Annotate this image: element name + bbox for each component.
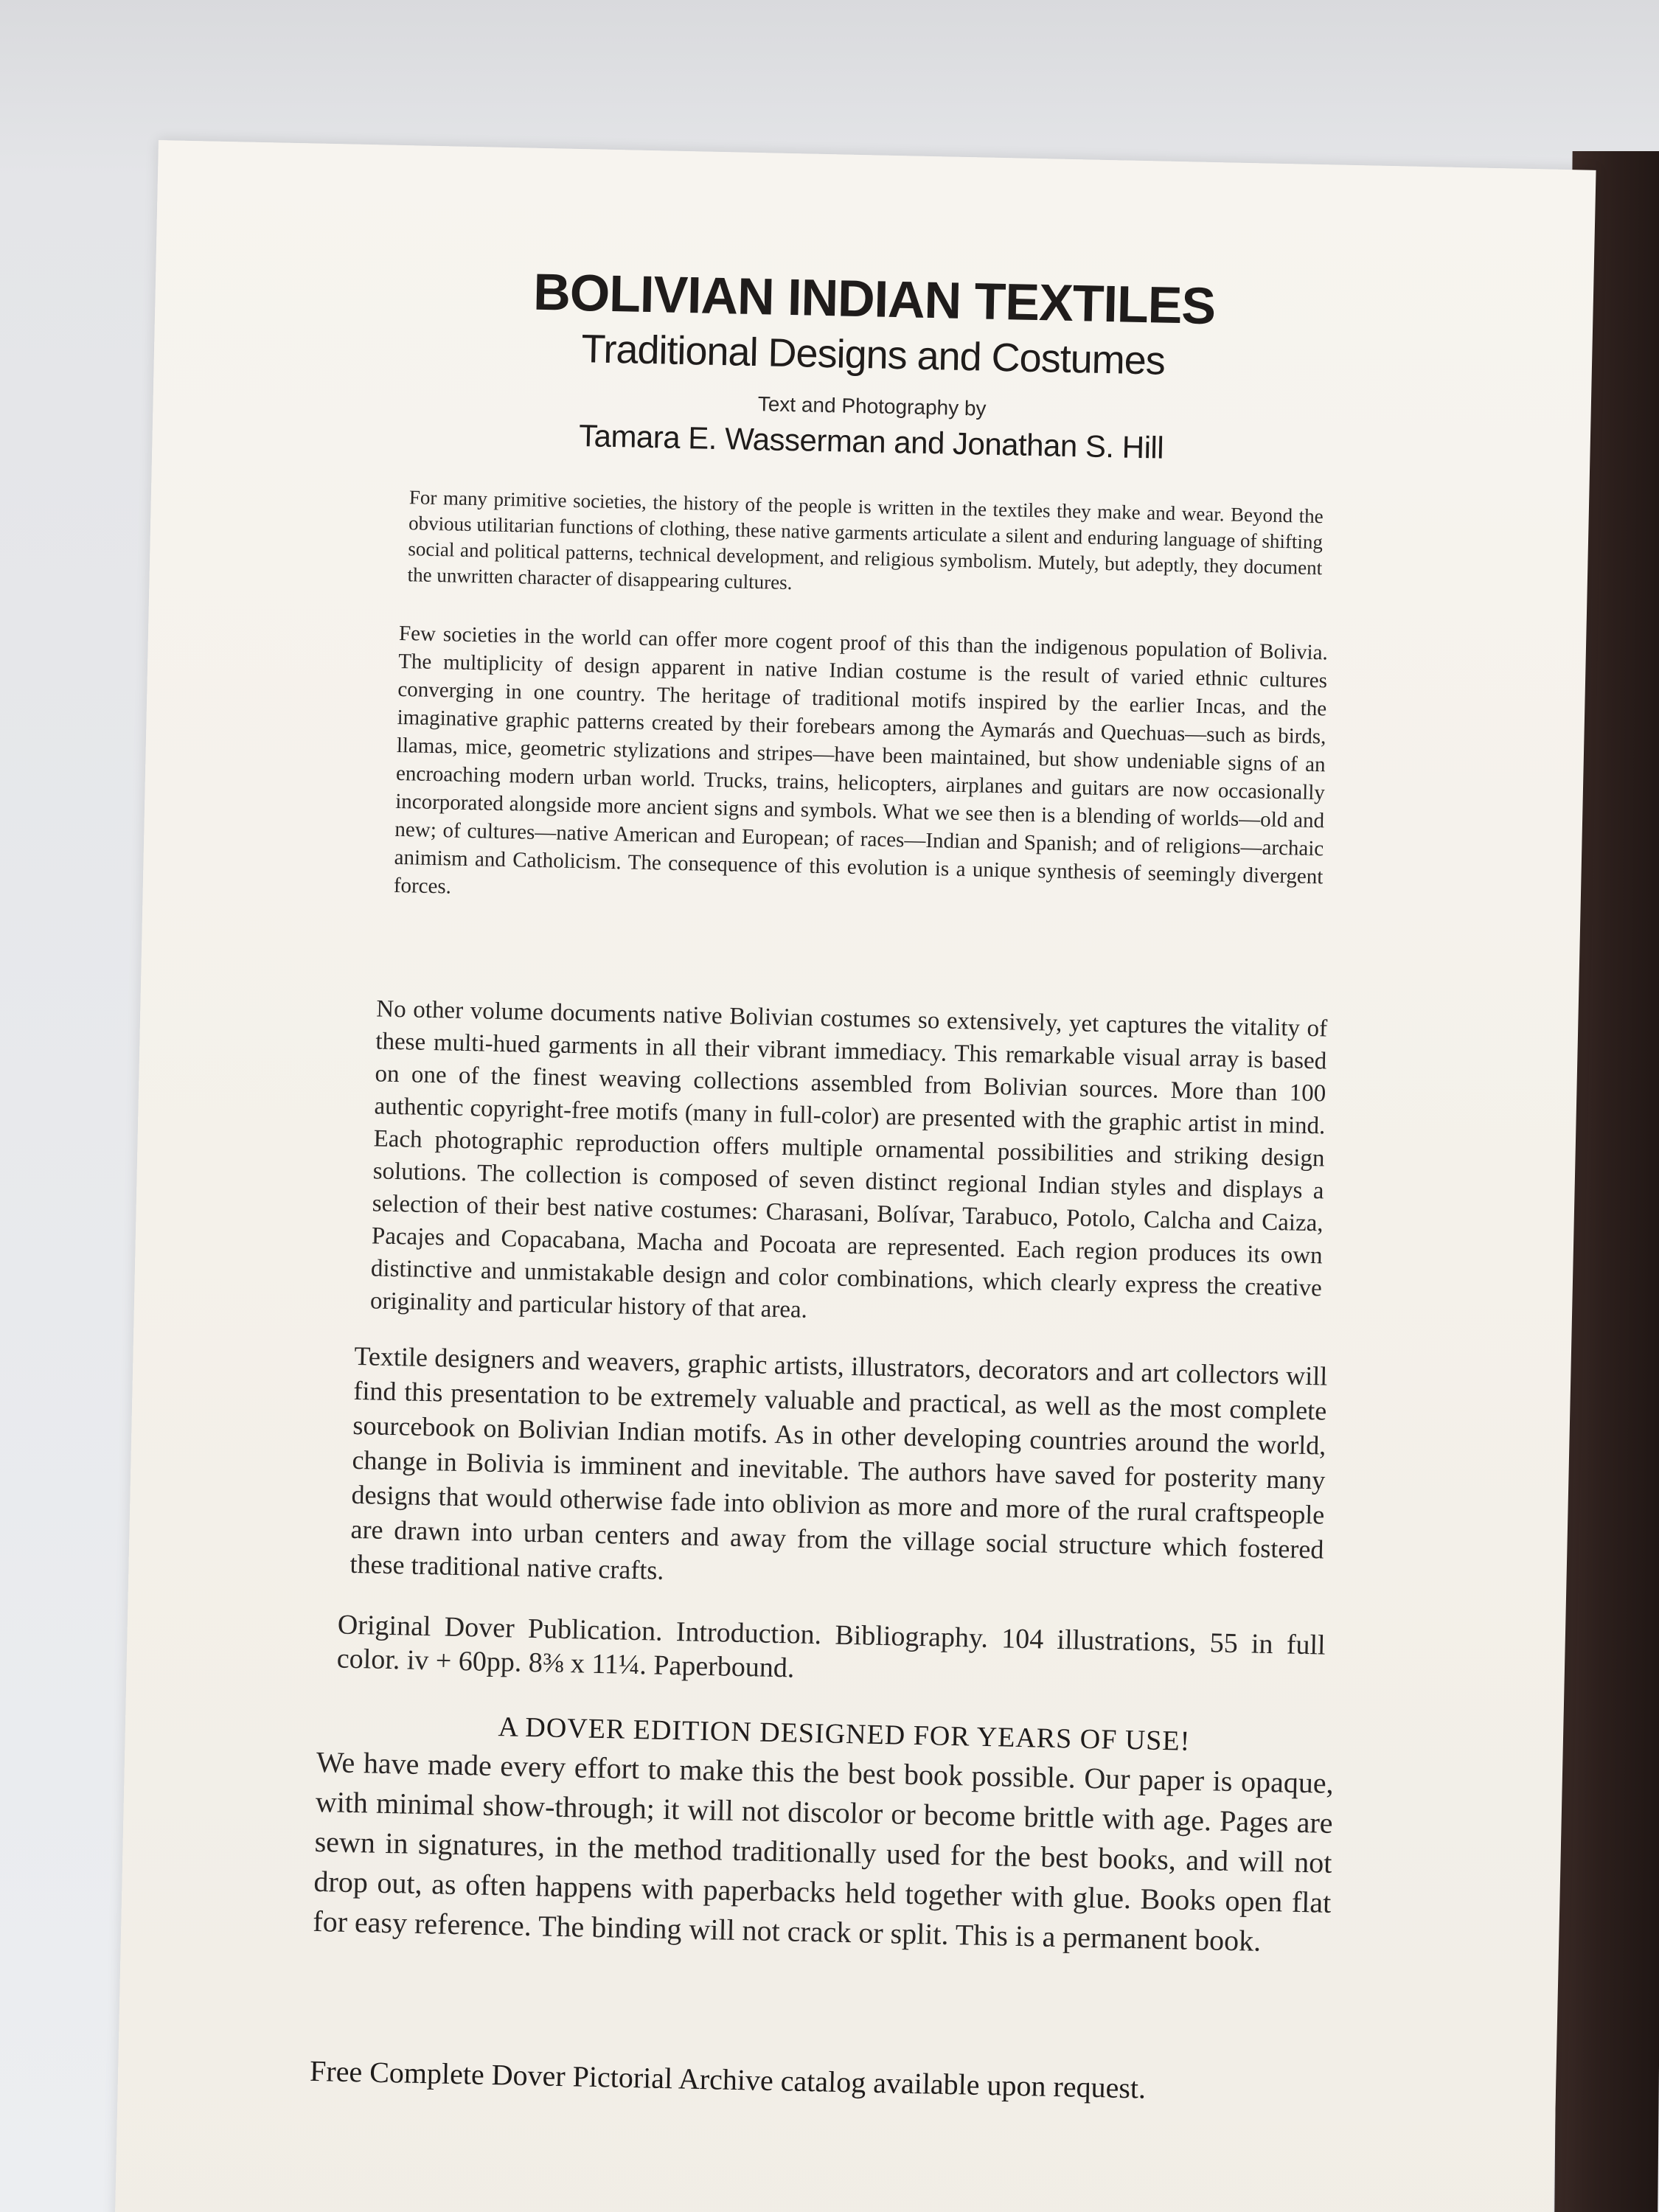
edition-heading: A DOVER EDITION DESIGNED FOR YEARS OF USE! bbox=[498, 1711, 1191, 1757]
paragraph-volume: No other volume documents native Bolivian costumes so extensively, yet captures the vitality of these multi-hued garments in all their vibrant immediacy. This remarkable visual array is based on one of the finest weaving collections assembled from Bolivian sources. More than 100 authentic copyright-free motifs (many in full-color) are presented with the graphic artist in mind. Each photographic reproduction offers multiple ornamental possibilities and striking design solutions. The collection is composed of seven distinct regional Indian styles and displays a selection of their best native costumes: Charasani, Bolívar, Tarabuco, Potolo, Calcha and Caiza, Pacajes and Copacabana, Macha and Pocoata are represented. Each region produces its own distinctive and unmistakable design and color combinations, which clearly express the creative originality and particular history of that area. bbox=[369, 995, 1328, 1324]
paragraph-bolivia: Few societies in the world can offer more cogent proof of this than the indigenous population of Bolivia. The multiplicity of design apparent in native Indian costume is the result of varied ethnic cultures converging in one country. The heritage of traditional motifs inspired by the earlier Incas, and the imaginative graphic patterns created by their forebears among the Aymarás and Quechuas—such as birds, llamas, mice, geometric stylizations and stripes—have been maintained, but show undeniable signs of an encroaching modern urban world. Trucks, trains, helicopters, airplanes and guitars are now occasionally incorporated alongside more ancient signs and symbols. What we see then is a blending of worlds—old and new; of cultures—native American and European; of races—Indian and Spanish; and of religions—archaic animism and Catholicism. The consequence of this evolution is a unique synthesis of seemingly divergent forces. bbox=[393, 621, 1329, 899]
authors: Tamara E. Wasserman and Jonathan S. Hill bbox=[578, 418, 1164, 465]
cover-text bbox=[159, 140, 1596, 2105]
edition-text: We have made every effort to make this the best book possible. Our paper is opaque, with minimal show-through; it will not discolor or become brittle with age. Pages are sewn in signatures, in the method traditionally used for the best books, and will not drop out, as often happens with paperbacks held together with glue. Books open flat for easy reference. The binding will not crack or split. This is a permanent book. bbox=[312, 1745, 1335, 1958]
paragraph-publication-details: Original Dover Publication. Introduction. Bibliography. 104 illustrations, 55 in full color. iv + 60pp. 8⅜ x 11¼. Paperbound. bbox=[336, 1609, 1326, 1684]
book-back-cover bbox=[114, 140, 1596, 2212]
book-subtitle: Traditional Designs and Costumes bbox=[580, 327, 1166, 383]
book-title: BOLIVIAN INDIAN TEXTILES bbox=[532, 262, 1216, 335]
paragraph-audience: Textile designers and weavers, graphic artists, illustrators, decorators and art collectors will find this presentation to be extremely valuable and practical, as well as the most complete sourcebook on Bolivian Indian motifs. As in other developing countries around the world, change in Bolivia is imminent and inevitable. The authors have saved for posterity many designs that would otherwise fade into oblivion as more and more of the rural craftspeople are drawn into urban centers and away from the village social structure which fostered these traditional native crafts. bbox=[349, 1340, 1328, 1585]
paragraph-intro: For many primitive societies, the history of the people is written in the textiles they make and wear. Beyond the obvious utilitarian functions of clothing, these native garments articulate a silent and enduring language of shifting social and political patterns, technical development, and religious symbolism. Mutely, but adeptly, they document the unwritten character of disappearing cultures. bbox=[407, 486, 1324, 594]
catalog-note: Free Complete Dover Pictorial Archive catalog available upon request. bbox=[309, 2053, 1147, 2105]
byline-label: Text and Photography by bbox=[757, 392, 987, 420]
